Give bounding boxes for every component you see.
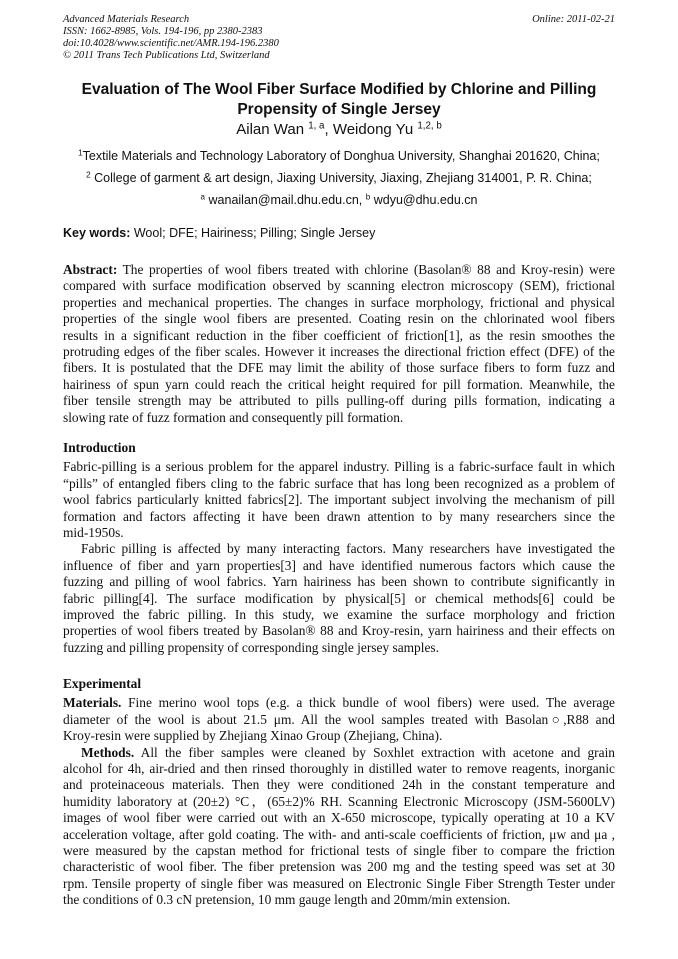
authors <box>0 121 678 138</box>
header-line: Advanced Materials Research <box>63 14 190 25</box>
text-line: images of wool fiber were carried out with an X-650 microscope, typically operating at 10 a KV <box>63 810 615 826</box>
text-line: rpm. Tensile property of single fiber was measured on Electronic Single Fiber Strength Tester under <box>63 875 615 891</box>
text-line: Kroy-resin were supplied by Zhejiang Xinao Group (Zhejiang, China). <box>63 728 443 744</box>
separator: , <box>324 121 333 138</box>
text-line: mid-1950s. <box>63 525 124 541</box>
keywords-text: Wool; DFE; Hairiness; Pilling; Single Jersey <box>130 226 376 240</box>
text-line: fabric pilling[4]. The surface modification by physical[5] or chemical methods[6] could be <box>63 590 615 606</box>
text-line: formation and factors affecting it have been drawn attention to by many researchers since the <box>63 508 615 524</box>
text-line: properties of wool fibers treated by Basolan® 88 and Kroy-resin, yarn hairiness and their effects on <box>63 623 615 639</box>
text-line: Fabric-pilling is a serious problem for the apparel industry. Pilling is a fabric-surface fault in which <box>63 459 615 475</box>
email-sup: b <box>365 192 371 202</box>
aff-sup: 1 <box>78 148 83 158</box>
header-line: doi:10.4028/www.scientific.net/AMR.194-196.2380 <box>63 38 279 49</box>
text-line: properties and mechanical properties. The changes in surface morphology, frictional and physical <box>63 294 615 310</box>
text-line: acceleration voltage, after gold coating. The with- and anti-scale coefficients of friction, μw and μa , <box>63 826 615 842</box>
author-sup: 1,2, b <box>417 120 442 132</box>
text-line: “pills” of entangled fibers cling to the fabric surface that has long been recognized as a problem of <box>63 475 615 491</box>
email: wanailan@mail.dhu.edu.cn, <box>205 193 366 207</box>
text: The properties of wool fibers treated with chlorine (Basolan® 88 and Kroy-resin) were <box>117 262 615 277</box>
text-line: alcohol for 4h, air-dried and then rinsed thoroughly in distilled water to remove reagents, inorganic <box>63 761 615 777</box>
text-line: compared with surface modification observed by scanning electron microscopy (SEM), frictional <box>63 278 615 294</box>
email: wdyu@dhu.edu.cn <box>370 193 478 207</box>
author: Ailan Wan <box>236 121 305 138</box>
text: Fine merino wool tops (e.g. a thick bundle of wool fibers) were used. The average <box>121 695 615 711</box>
run-in-label: Materials. <box>63 695 122 711</box>
text-line <box>63 262 615 278</box>
header-line: © 2011 Trans Tech Publications Ltd, Switzerland <box>63 50 270 61</box>
section-heading: Introduction <box>63 440 136 455</box>
journal-header <box>63 14 279 62</box>
author: Weidong Yu <box>332 121 414 138</box>
paper-title <box>40 80 638 119</box>
aff-text: Textile Materials and Technology Laboratory of Donghua University, Shanghai 201620, China; <box>82 149 600 163</box>
text-line: humidity laboratory at (20±2) °C，(65±2)% RH. Scanning Electronic Microscopy (JSM-5600LV) <box>63 793 615 809</box>
title-line: Evaluation of The Wool Fiber Surface Modified by Chlorine and Pilling <box>81 81 597 98</box>
text-line: protruding edges of the fiber scales. However it increases the directional friction effect (DFE) of the <box>63 344 615 360</box>
aff-text: College of garment & art design, Jiaxing University, Jiaxing, Zhejiang 314001, P. R. China; <box>90 171 592 185</box>
text-line <box>63 745 615 761</box>
title-line: Propensity of Single Jersey <box>237 100 441 118</box>
abstract <box>63 262 615 426</box>
text-line: influence of fiber and yarn properties[3] and have identified numerous factors which cause the <box>63 557 615 573</box>
online-date: Online: 2011-02-21 <box>532 14 615 25</box>
emails <box>0 193 678 207</box>
keywords <box>63 226 375 240</box>
text-line: hairiness of spun yarn could reach the critical height required for pill formation. Meanwhile, the <box>63 376 615 392</box>
text-line: were measured by the capstan method for frictional tests of single fiber to compare the friction <box>63 843 615 859</box>
run-in-label: Abstract: <box>63 262 118 277</box>
run-in-label: Methods. <box>81 744 135 760</box>
text-line <box>63 695 615 711</box>
header-line: ISSN: 1662-8985, Vols. 194-196, pp 2380-2383 <box>63 26 263 37</box>
text-line: slowing rate of fuzz formation and consequently pill formation. <box>63 409 404 425</box>
experimental <box>63 676 615 909</box>
text-line: diameter of the wool is about 21.5 μm. All the wool samples treated with Basolan○,R88 and <box>63 711 615 727</box>
text-line: fuzzing and pilling of wool fabrics. Yarn hairiness has been shown to contribute significantly in <box>63 574 615 590</box>
text-line: fuzzing and pilling propensity of corresponding single jersey samples. <box>63 639 439 655</box>
text: All the fiber samples were cleaned by Soxhlet extraction with acetone and grain <box>134 744 615 760</box>
section-heading: Experimental <box>63 676 142 691</box>
affiliation <box>0 149 678 163</box>
text-line: properties of the single wool fibers are presented. Coating resin on the chlorinated wool fibers <box>63 311 615 327</box>
text-line: and proteinaceous materials. Then they were conditioned 24h in the constant temperature and <box>63 777 615 793</box>
keywords-label: Key words: <box>63 226 131 240</box>
text-line: fibers. It is postulated that the DFE may limit the ability of those surface fibers to form fuzz and <box>63 360 615 376</box>
aff-sup: 2 <box>86 170 91 180</box>
text-line: fiber tensile strength may be attributed to pills pulling-off during pills formation, indicating a <box>63 393 615 409</box>
text-line: the conditions of 0.3 cN pretension, 10 mm gauge length and 20mm/min extension. <box>63 892 511 908</box>
introduction <box>63 440 615 656</box>
text-line: characteristic of wool fiber. The fiber pretension was 200 mg and the testing speed was set at 30 <box>63 859 615 875</box>
text-line: improved the fabric pilling. In this study, we examine the surface morphology and friction <box>63 607 615 623</box>
text-line: results in a significant reduction in the fiber coefficient of friction[1], as the resin smoothes the <box>63 327 615 343</box>
email-sup: a <box>200 192 206 202</box>
text-line: Fabric pilling is affected by many interacting factors. Many researchers have investigated the <box>81 541 615 557</box>
text-line: wool fabrics particularly knitted fabrics[2]. The important subject involving the mechanism of pill <box>63 492 615 508</box>
author-sup: 1, a <box>308 120 325 132</box>
affiliation <box>0 171 678 185</box>
